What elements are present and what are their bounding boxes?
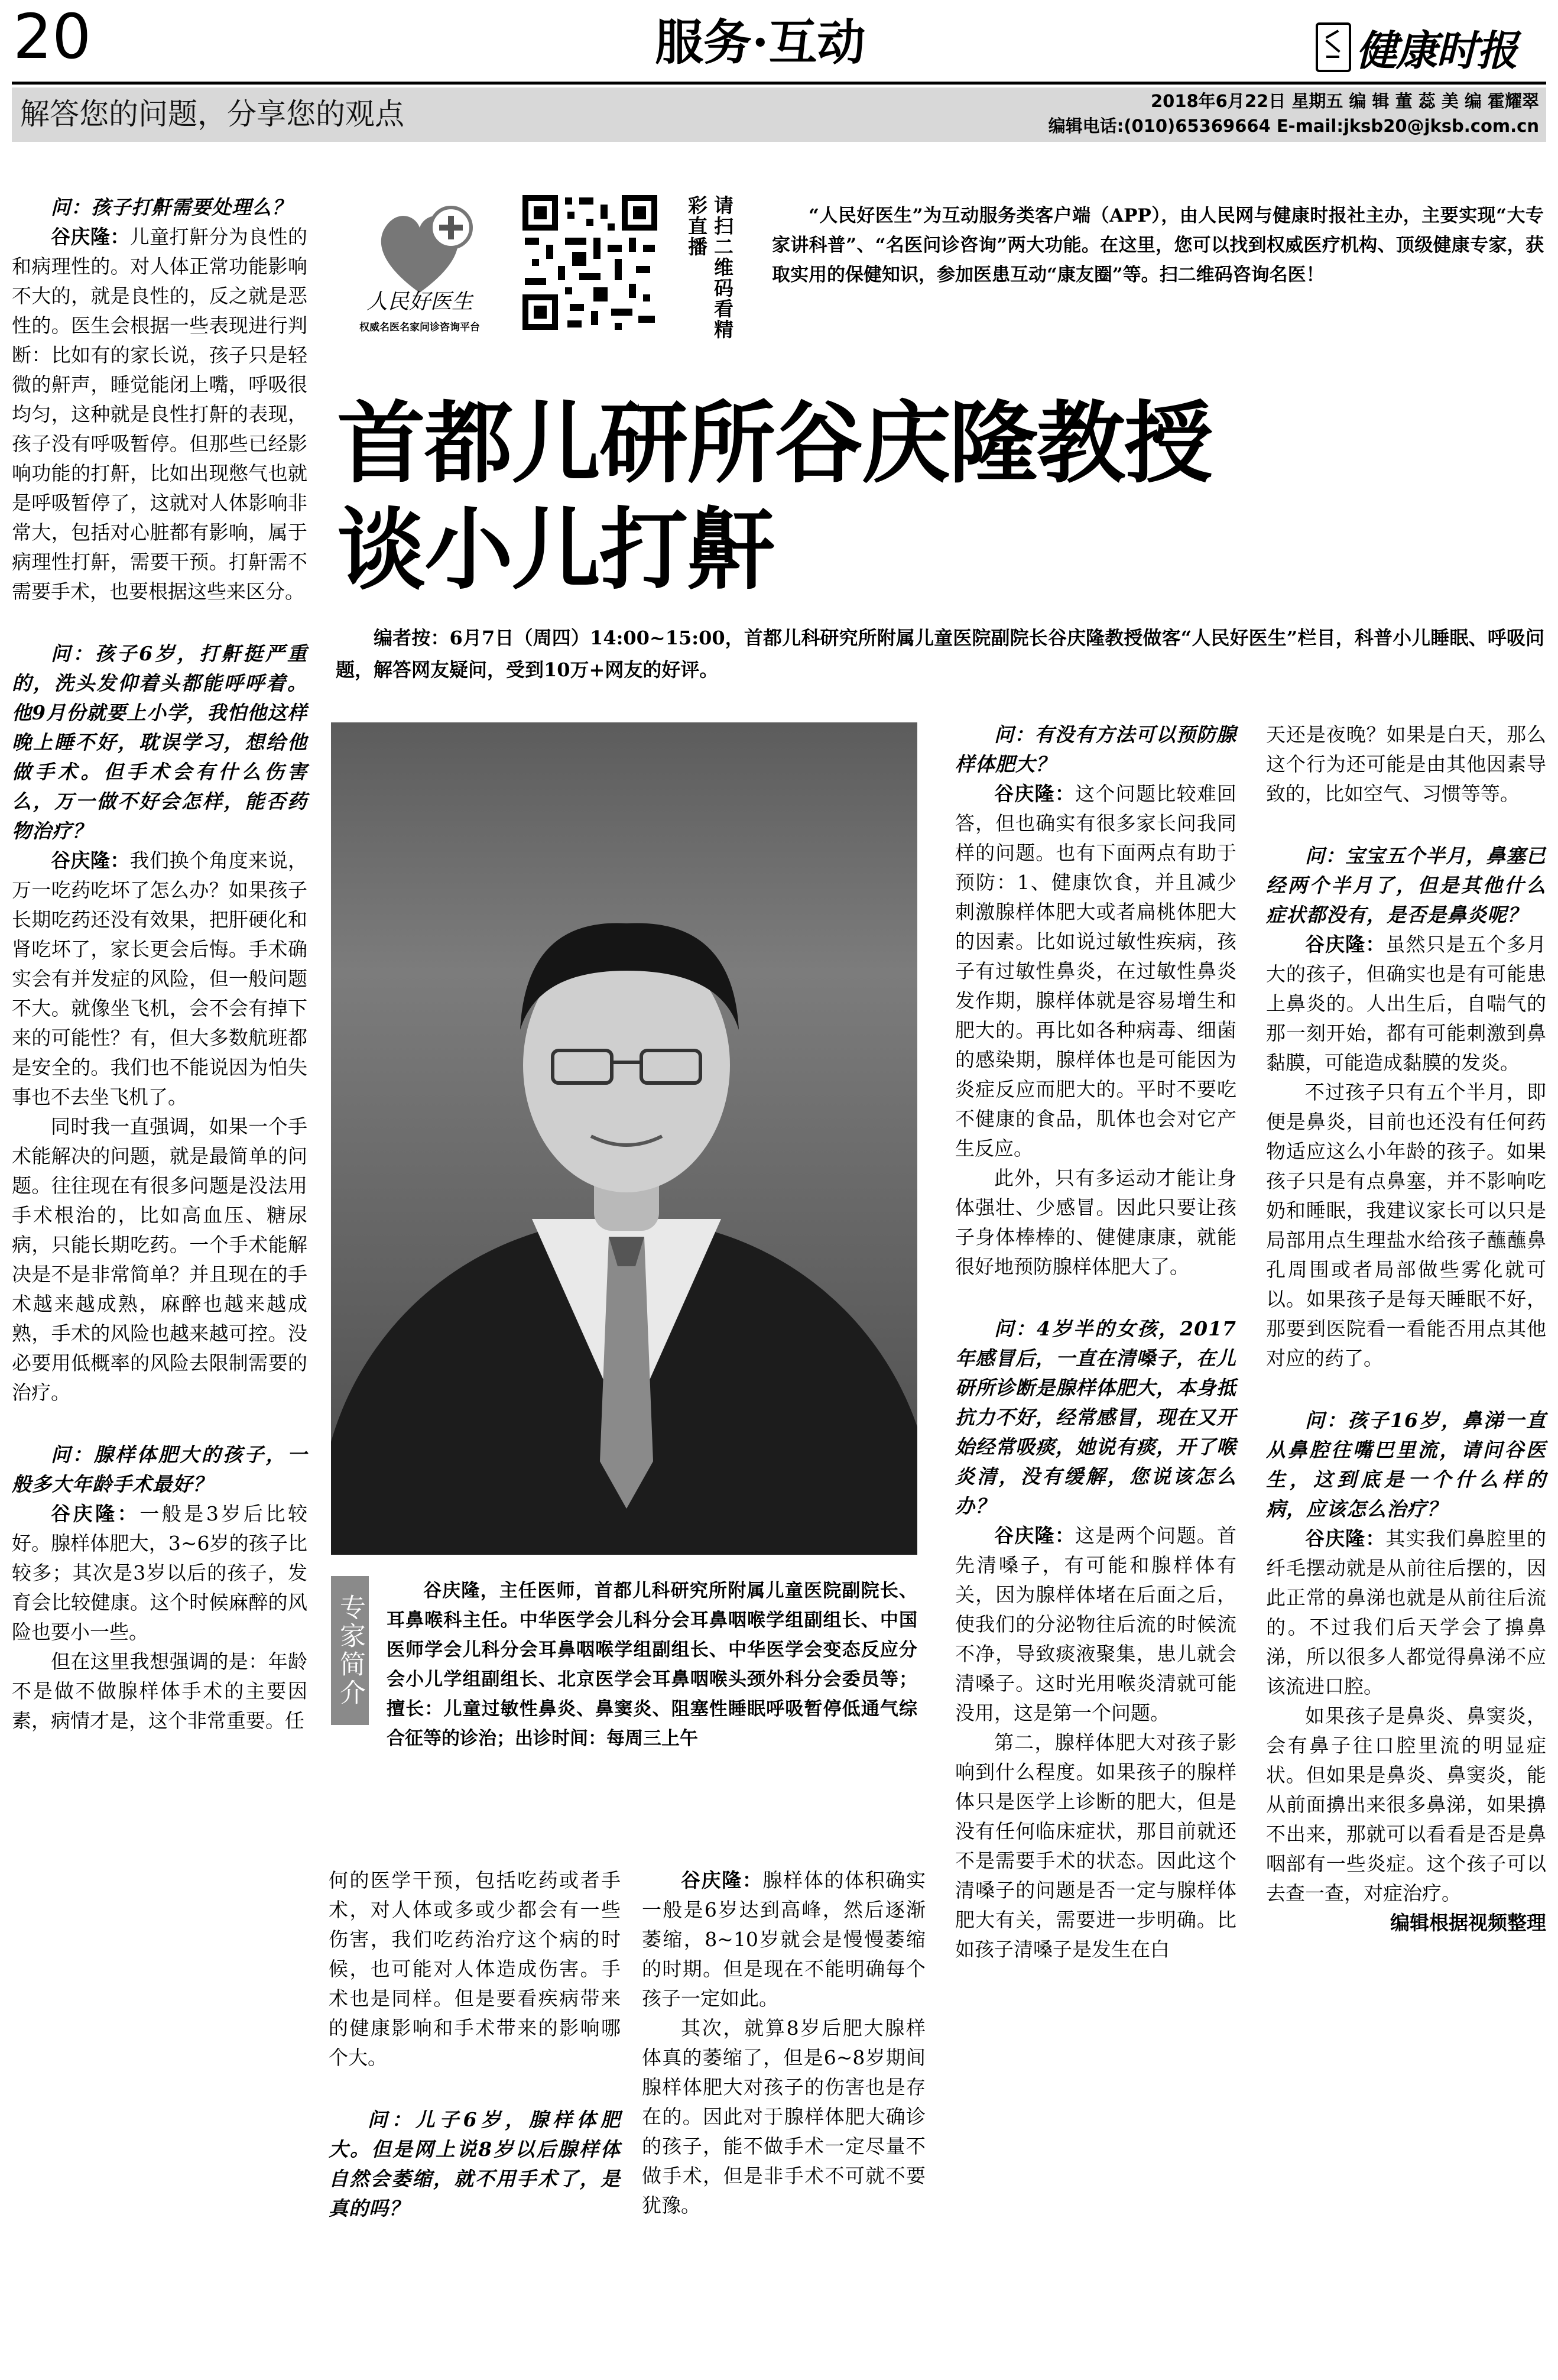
- column-5-continuation: 天还是夜晚？如果是白天，那么这个行为还可能是由其他因素导致的，比如空气、习惯等等。: [1266, 723, 1546, 805]
- expert-photo: [331, 722, 917, 1555]
- editor-signature: 编辑根据视频整理: [1390, 1911, 1546, 1934]
- article-column-3: [642, 1866, 926, 2220]
- promo-intro: [772, 201, 1544, 290]
- article-column-1: [12, 193, 307, 1736]
- bio-specialty-label: 擅长：: [387, 1698, 444, 1720]
- contact-line: 编辑电话:(010)65369664 E-mail:jksb20@jksb.com.cn: [1048, 116, 1539, 136]
- answer-5-continued: 此外，只有多运动才能让身体强壮、少感冒。因此只要让孩子身体棒棒的、健健康康，就能很好地预防腺样体肥大了。: [955, 1166, 1236, 1278]
- app-logo: [346, 192, 494, 340]
- masthead-rule: [12, 82, 1546, 85]
- bio-description: 主任医师，首都儿科研究所附属儿童医院副院长、耳鼻喉科主任。中华医学会儿科分会耳鼻咽喉学组副组长、中国医师学会儿科分会耳鼻咽喉学组副组长、中华医学会变态反应分会小儿学组副组长、北京医学会耳鼻咽喉头颈外科分会委员等；: [387, 1580, 918, 1690]
- speaker-label: 谷庆隆：: [51, 1502, 140, 1525]
- answer-5-text: 这个问题比较难回答，但也确实有很多家长问我同样的问题。也有下面两点有助于预防：1、健康饮食，并且减少刺激腺样体肥大或者扁桃体肥大的因素。比如说过敏性疾病，孩子有过敏性鼻炎，在过敏性鼻炎发作期，腺样体就是容易增生和肥大的。再比如各种病毒、细菌的感染期，腺样体也是可能因为炎症反应而肥大的。平时不要吃不健康的食品，肌体也会对它产生反应。: [955, 782, 1237, 1160]
- editor-note: [336, 622, 1544, 686]
- bio-text: [387, 1576, 917, 1753]
- bio-clinic: 每周三上午: [606, 1728, 698, 1749]
- speaker-label: 谷庆隆：: [51, 849, 130, 872]
- question-1: 问：孩子打鼾需要处理么？: [51, 196, 292, 219]
- answer-5: [955, 779, 1236, 1163]
- article-column-4: [955, 720, 1236, 1964]
- answer-6-text: 这是两个问题。首先清嗓子，有可能和腺样体有关，因为腺样体堵在后面之后，使我们的分泌物往后流的时候流不净，导致痰液聚集，患儿就会清嗓子。这时光用喉炎清就可能没用，这是第一个问题。: [955, 1524, 1237, 1724]
- tagline: 解答您的问题，分享您的观点: [20, 97, 404, 131]
- speaker-label: 谷庆隆：: [681, 1869, 763, 1892]
- app-name: 人民好医生: [366, 290, 473, 314]
- page-number: 20: [13, 1, 92, 73]
- answer-2-continued: 同时我一直强调，如果一个手术能解决的问题，就是最简单的问题。往往现在有很多问题是没法用手术根治的，比如高血压、糖尿病，只能长期吃药。一个手术能解决是不是非常简单？并且现在的手术越来越成熟，麻醉也越来越成熟，手术的风险也越来越可控。没必要用低概率的风险去限制需要的治疗。: [12, 1115, 307, 1404]
- logo-seal-icon: [1316, 22, 1351, 72]
- answer-2: [12, 846, 307, 1112]
- speaker-label: 谷庆隆：: [51, 225, 130, 248]
- heart-plus-icon: [346, 192, 494, 340]
- answer-2-text: 我们换个角度来说，万一吃药吃坏了怎么办？如果孩子长期吃药还没有效果，把肝硬化和肾吃坏了，家长更会后悔。手术确实会有并发症的风险，但一般问题不大。就像坐飞机，会不会有掉下来的可能性？有，但大多数航班都是安全的。我们也不能说因为怕失事也不去坐飞机了。: [12, 849, 308, 1108]
- answer-7: [1266, 930, 1546, 1078]
- date-line: 2018年6月22日 星期五 编 辑 董 蕊 美 编 霍耀翠: [1150, 91, 1539, 111]
- qr-code-image: [522, 195, 657, 330]
- question-6: 问：4岁半的女孩，2017年感冒后，一直在清嗓子，在儿研所诊断是腺样体肥大，本身抵抗力不好，经常感冒，现在又开始经常吸痰，她说有痰，开了喉炎清，没有缓解，您说该怎么办？: [955, 1317, 1236, 1518]
- answer-3-continued: 但在这里我想强调的是：年龄不是做不做腺样体手术的主要因素，病情才是，这个非常重要。任: [12, 1650, 307, 1732]
- answer-4-text: 腺样体的体积确实一般是6岁达到高峰，然后逐渐萎缩，8~10岁就会是慢慢萎缩的时期。但是现在不能明确每个孩子一定如此。: [642, 1869, 926, 2010]
- answer-4: [642, 1866, 926, 2013]
- qr-code[interactable]: [522, 195, 657, 330]
- column-2-continuation: 何的医学干预，包括吃药或者手术，对人体或多或少都会有一些伤害，我们吃药治疗这个病的时候，也可能对人体造成伤害。手术也是同样。但是要看疾病带来的健康影响和手术带来的影响哪个大。: [329, 1869, 621, 2069]
- newspaper-logo: [1316, 20, 1517, 74]
- article-column-2: [329, 1866, 621, 2223]
- speaker-label: 谷庆隆：: [994, 782, 1076, 805]
- question-2: 问：孩子6岁，打鼾挺严重的，洗头发仰着头都能呼呼着。他9月份就要上小学，我怕他这样晚上睡不好，耽误学习，想给他做手术。但手术会有什么伤害么，万一做不好会怎样，能否药物治疗？: [12, 642, 307, 842]
- app-subtitle: 权威名医名家问诊咨询平台: [359, 322, 480, 333]
- speaker-label: 谷庆隆：: [1305, 933, 1386, 956]
- answer-1: [12, 222, 307, 607]
- bio-side-label: 专家简介: [331, 1576, 369, 1725]
- question-3: 问：腺样体肥大的孩子，一般多大年龄手术最好？: [12, 1443, 307, 1496]
- logo-text: 健康时报: [1356, 26, 1517, 75]
- editor-note-text: 6月7日（周四）14:00~15:00，首都儿科研究所附属儿童医院副院长谷庆隆教授做客“人民好医生”栏目，科普小儿睡眠、呼吸问题，解答网友疑问，受到10万+网友的好评。: [336, 627, 1544, 681]
- answer-6: [955, 1521, 1236, 1728]
- answer-8-text: 其实我们鼻腔里的纤毛摆动就是从前往后摆的，因此正常的鼻涕也就是从前往后流的。不过我们后天学会了擤鼻涕，所以很多人都觉得鼻涕不应该流进口腔。: [1266, 1527, 1547, 1698]
- bio-specialty: 儿童过敏性鼻炎、鼻窦炎、阻塞性睡眠呼吸暂停低通气综合征等的诊治；: [387, 1698, 918, 1749]
- article-column-5: [1266, 720, 1546, 1938]
- question-8: 问：孩子16岁，鼻涕一直从鼻腔往嘴巴里流，请问谷医生，这到底是一个什么样的病，应该怎么治疗？: [1266, 1409, 1546, 1520]
- question-4: 问：儿子6岁，腺样体肥大。但是网上说8岁以后腺样体自然会萎缩，就不用手术了，是真的吗？: [329, 2108, 621, 2220]
- answer-3-text: 一般是3岁后比较好。腺样体肥大，3~6岁的孩子比较多；其次是3岁以后的孩子，发育会比较健康。这个时候麻醉的风险也要小一些。: [12, 1502, 308, 1643]
- answer-6-continued: 第二，腺样体肥大对孩子影响到什么程度。如果孩子的腺样体只是医学上诊断的肥大，但是没有任何临床症状，那目前就还不是需要手术的状态。因此这个清嗓子的问题是否一定与腺样体肥大有关，需要进一步明确。比如孩子清嗓子是发生在白: [955, 1731, 1236, 1961]
- section-title: 服务·互动: [655, 14, 866, 71]
- answer-3: [12, 1499, 307, 1647]
- speaker-label: 谷庆隆：: [1305, 1527, 1386, 1550]
- answer-4-continued: 其次，就算8岁后肥大腺样体真的萎缩了，但是6~8岁期间腺样体肥大对孩子的伤害也是存在的。因此对于腺样体肥大确诊的孩子，能不做手术一定尽量不做手术，但是非手术不可就不要犹豫。: [642, 2016, 926, 2217]
- bio-clinic-label: 出诊时间：: [515, 1728, 606, 1749]
- answer-8-continued: 如果孩子是鼻炎、鼻窦炎，会有鼻子往口腔里流的明显症状。但如果是鼻炎、鼻窦炎，能从前面擤出来很多鼻涕，如果擤不出来，那就可以看看是否是鼻咽部有一些炎症。这个孩子可以去查一查，对症治疗。: [1266, 1704, 1546, 1905]
- answer-1-text: 儿童打鼾分为良性的和病理性的。对人体正常功能影响不大的，就是良性的，反之就是恶性的。医生会根据一些表现进行判断：比如有的家长说，孩子只是轻微的鼾声，睡觉能闭上嘴，呼吸很均匀，这种就是良性打鼾的表现，孩子没有呼吸暂停。但那些已经影响功能的打鼾，比如出现憋气也就是呼吸暂停了，这就对人体影响非常大，包括对心脏都有影响，属于病理性打鼾，需要干预。打鼾需不需要手术，也要根据这些来区分。: [12, 225, 308, 603]
- portrait-illustration: [331, 722, 917, 1555]
- promo-intro-text: “人民好医生”为互动服务类客户端（APP），由人民网与健康时报社主办，主要实现“大专家讲科普”、“名医问诊咨询”两大功能。在这里，您可以找到权威医疗机构、顶级健康专家，获取实用的保健知识，参加医患互动“康友圈”等。扫二维码咨询名医！: [772, 205, 1544, 286]
- headline-line-2: 谈小儿打鼾: [337, 498, 775, 602]
- headline-line-1: 首都儿研所谷庆隆教授: [337, 391, 1212, 495]
- answer-8: [1266, 1524, 1546, 1701]
- speaker-label: 谷庆隆：: [994, 1524, 1076, 1547]
- editor-note-label: 编者按：: [374, 627, 450, 649]
- question-7: 问：宝宝五个半月，鼻塞已经两个半月了，但是其他什么症状都没有，是否是鼻炎呢？: [1266, 844, 1546, 926]
- bio-name: 谷庆隆，: [423, 1580, 499, 1601]
- answer-7-text: 虽然只是五个多月大的孩子，但确实也是有可能患上鼻炎的。人出生后，自喘气的那一刻开始，都有可能刺激到鼻黏膜，可能造成黏膜的发炎。: [1266, 933, 1547, 1074]
- qr-caption: 请扫二维码看精彩直播: [685, 195, 734, 340]
- question-5: 问：有没有方法可以预防腺样体肥大？: [955, 723, 1236, 776]
- answer-7-continued: 不过孩子只有五个半月，即便是鼻炎，目前也还没有任何药物适应这么小年龄的孩子。如果孩子只是有点鼻塞，并不影响吃奶和睡眠，我建议家长可以只是局部用点生理盐水给孩子蘸蘸鼻孔周围或者局部做些雾化就可以。如果孩子是每天睡眠不好，那要到医院看一看能否用点其他对应的药了。: [1266, 1081, 1546, 1370]
